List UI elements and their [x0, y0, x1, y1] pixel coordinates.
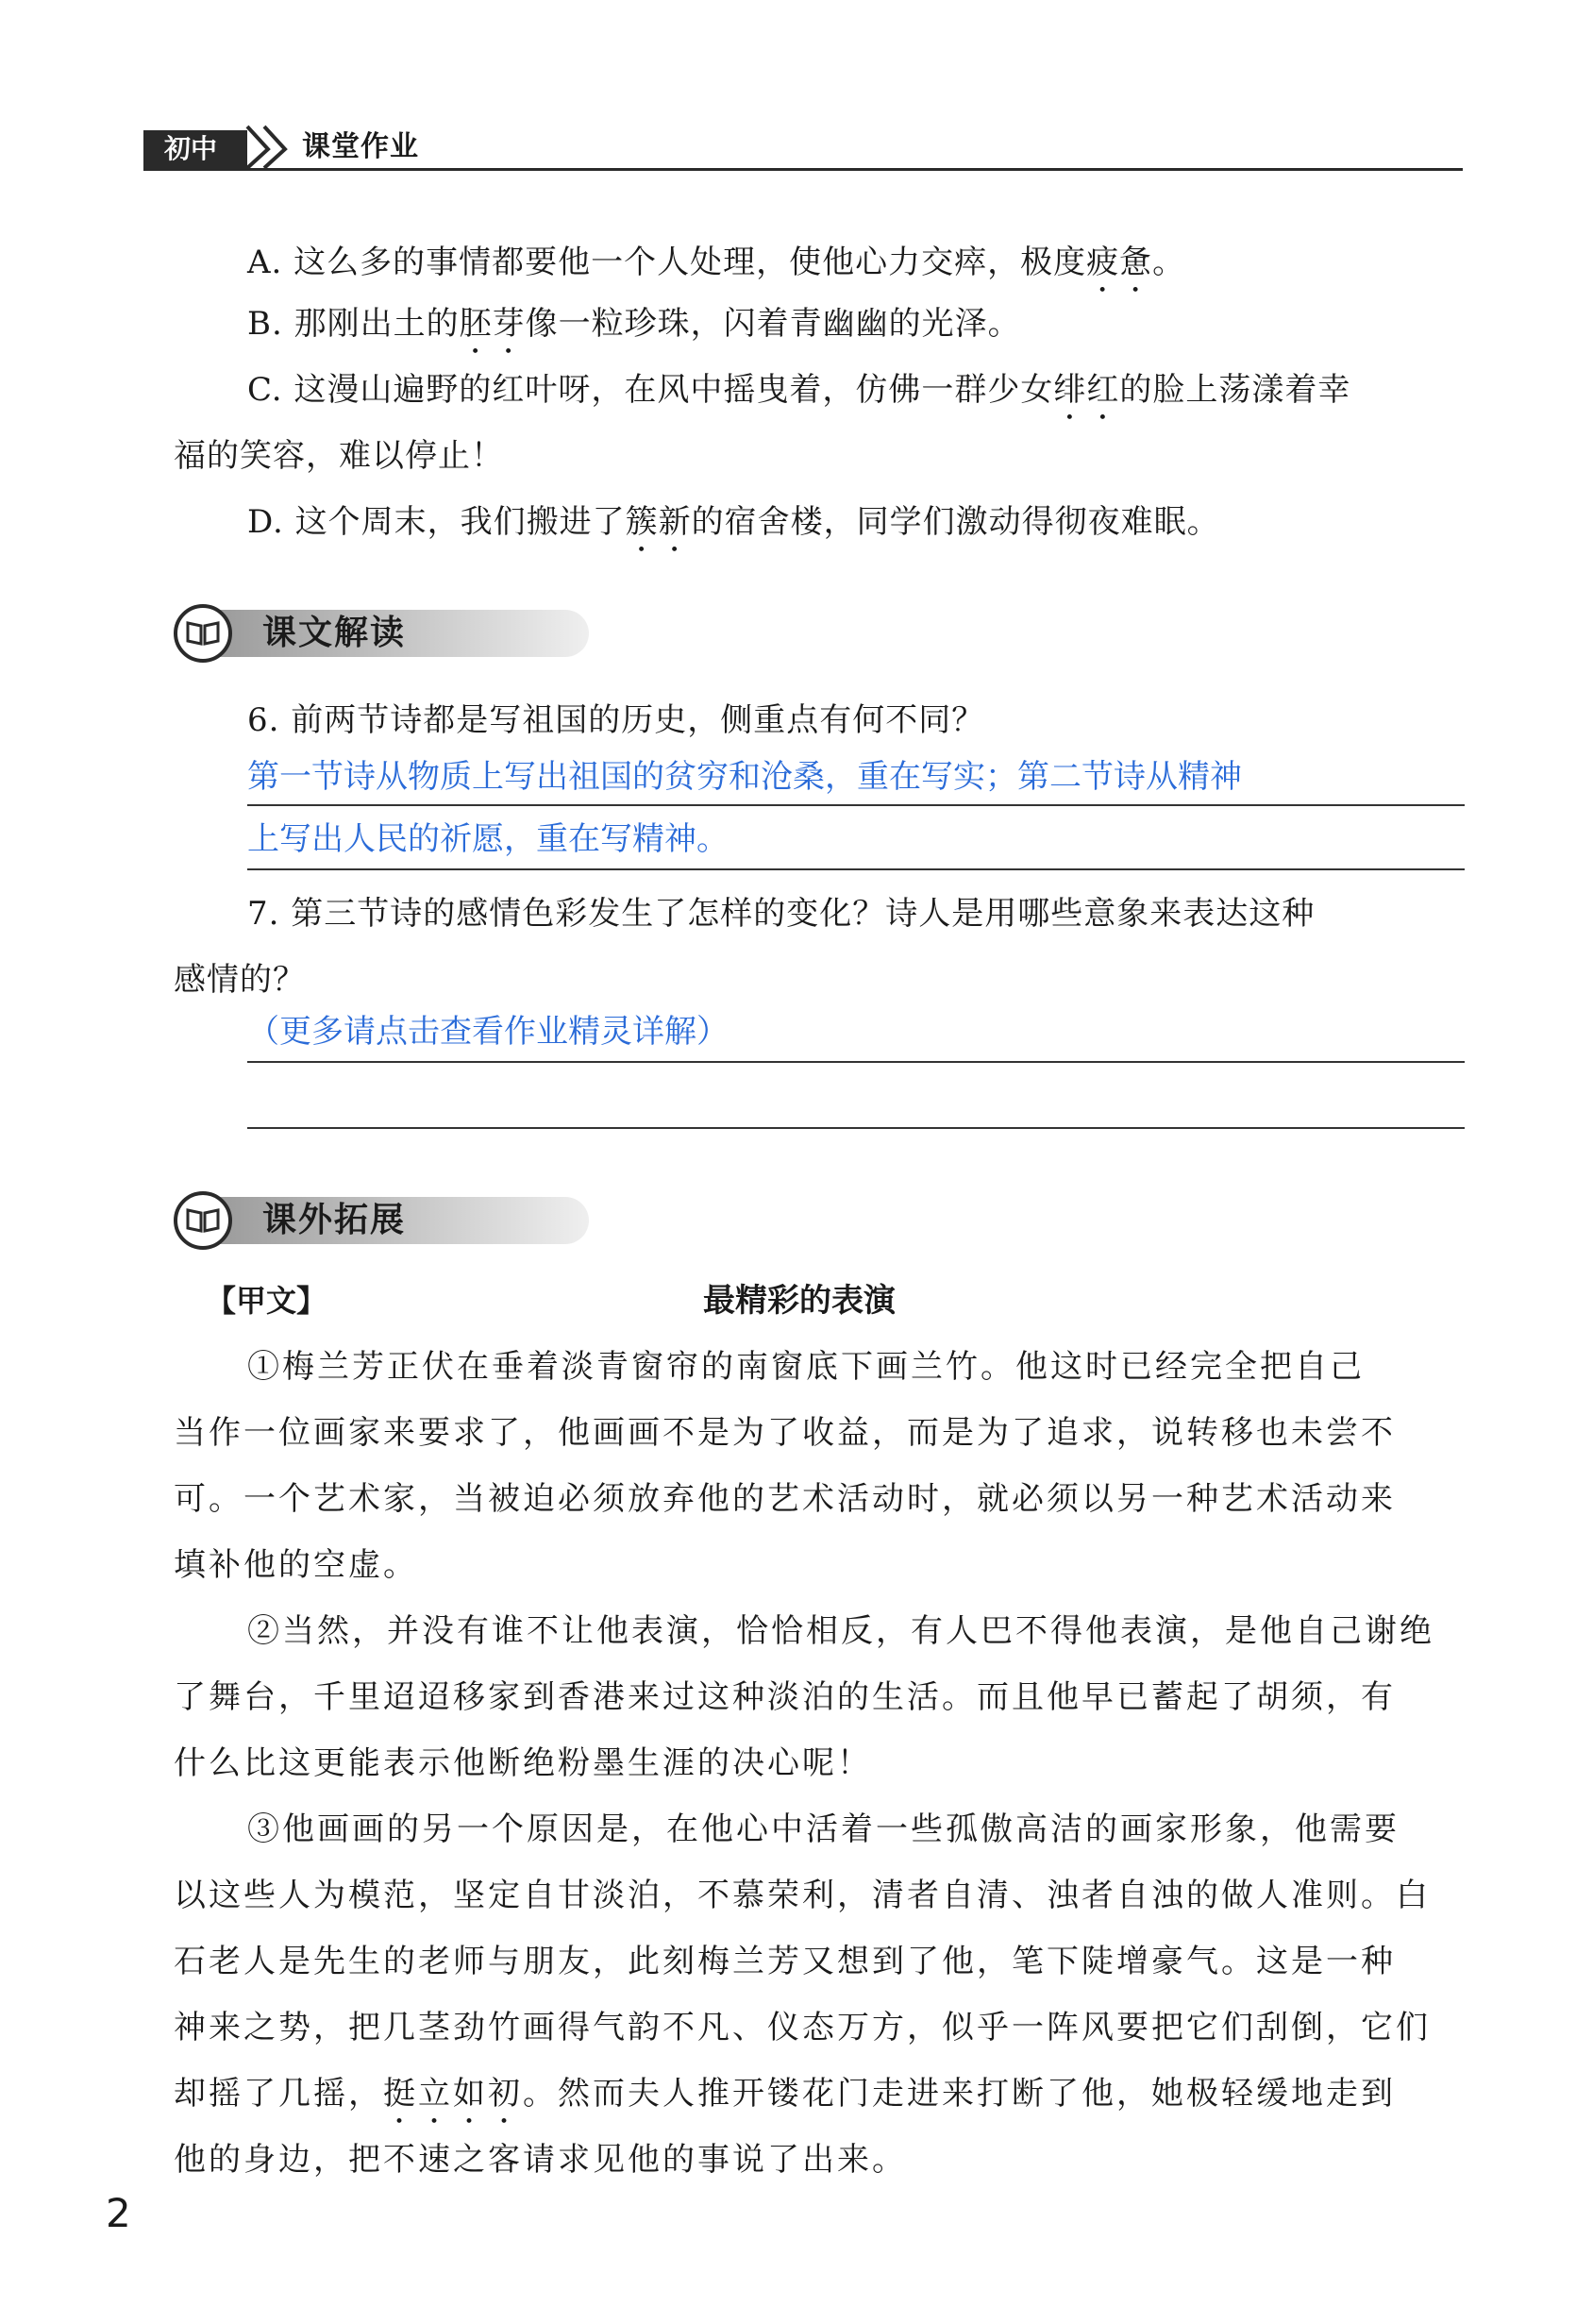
answer-7[interactable]: （更多请点击查看作业精灵详解）: [247, 1013, 729, 1051]
answer-line: [247, 804, 1465, 806]
book-icon: [186, 619, 220, 648]
passage-line: 填补他的空虚。: [174, 1546, 418, 1584]
answer-line: [247, 868, 1465, 870]
passage-line: 神来之势，把几茎劲竹画得气韵不凡、仪态万方，似乎一阵风要把它们刮倒，它们: [174, 2009, 1431, 2046]
passage-line: 他的身边，把不速之客请求见他的事说了出来。: [174, 2141, 907, 2179]
option-d: D. 这个周末，我们搬进了簇新的宿舍楼，同学们激动得彻夜难眠。: [247, 503, 1220, 541]
header-rule: [143, 168, 1463, 171]
option-a: A. 这么多的事情都要他一个人处理，使他心力交瘁，极度疲惫。: [247, 244, 1186, 281]
section-title: 课外拓展: [262, 1201, 407, 1239]
header-title: 课堂作业: [302, 130, 419, 163]
page-number: 2: [106, 2190, 131, 2236]
passage-line: 却摇了几摇，挺立如初。然而夫人推开镂花门走进来打断了他，她极轻缓地走到: [174, 2075, 1396, 2113]
option-c: C. 这漫山遍野的红叶呀，在风中摇曳着，仿佛一群少女绯红的脸上荡漾着幸: [247, 371, 1351, 409]
header-badge: 初中: [143, 130, 247, 168]
option-b: B. 那刚出土的胚芽像一粒珍珠，闪着青幽幽的光泽。: [247, 305, 1021, 343]
passage-line: ①梅兰芳正伏在垂着淡青窗帘的南窗底下画兰竹。他这时已经完全把自己: [247, 1348, 1365, 1386]
passage-label: 【甲文】: [206, 1283, 327, 1319]
option-c-continued: 福的笑容，难以停止！: [174, 437, 504, 475]
passage-line: 可。一个艺术家，当被迫必须放弃他的艺术活动时，就必须以另一种艺术活动来: [174, 1480, 1396, 1518]
question-7-line-2: 感情的？: [174, 961, 306, 999]
passage-line: 什么比这更能表示他断绝粉墨生涯的决心呢！: [174, 1744, 872, 1782]
question-7-line-1: 7. 第三节诗的感情色彩发生了怎样的变化？诗人是用哪些意象来表达这种: [247, 895, 1316, 933]
passage-line: ②当然，并没有谁不让他表演，恰恰相反，有人巴不得他表演，是他自己谢绝: [247, 1612, 1434, 1650]
passage-line: ③他画画的另一个原因是，在他心中活着一些孤傲高洁的画家形象，他需要: [247, 1810, 1400, 1848]
section-title: 课文解读: [262, 614, 407, 652]
passage-line: 石老人是先生的老师与朋友，此刻梅兰芳又想到了他，笔下陡增豪气。这是一种: [174, 1943, 1396, 1980]
answer-line: [247, 1061, 1465, 1063]
passage-line: 当作一位画家来要求了，他画画不是为了收益，而是为了追求，说转移也未尝不: [174, 1414, 1396, 1452]
passage-title: 最精彩的表演: [703, 1282, 896, 1320]
passage-line: 以这些人为模范，坚定自甘淡泊，不慕荣利，清者自清、浊者自浊的做人准则。白: [174, 1877, 1431, 1914]
answer-6-line-2: 上写出人民的祈愿，重在写精神。: [247, 820, 729, 858]
question-6: 6. 前两节诗都是写祖国的历史，侧重点有何不同？: [247, 701, 985, 739]
answer-line: [247, 1127, 1465, 1129]
section-banner-extended-reading: [174, 1191, 608, 1248]
chevron-right-icon: [242, 121, 300, 170]
answer-6-line-1: 第一节诗从物质上写出祖国的贫穷和沧桑，重在写实；第二节诗从精神: [247, 758, 1242, 796]
book-icon: [186, 1206, 220, 1235]
passage-line: 了舞台，千里迢迢移家到香港来过这种淡泊的生活。而且他早已蓄起了胡须，有: [174, 1678, 1396, 1716]
section-banner-text-reading: [174, 604, 608, 661]
